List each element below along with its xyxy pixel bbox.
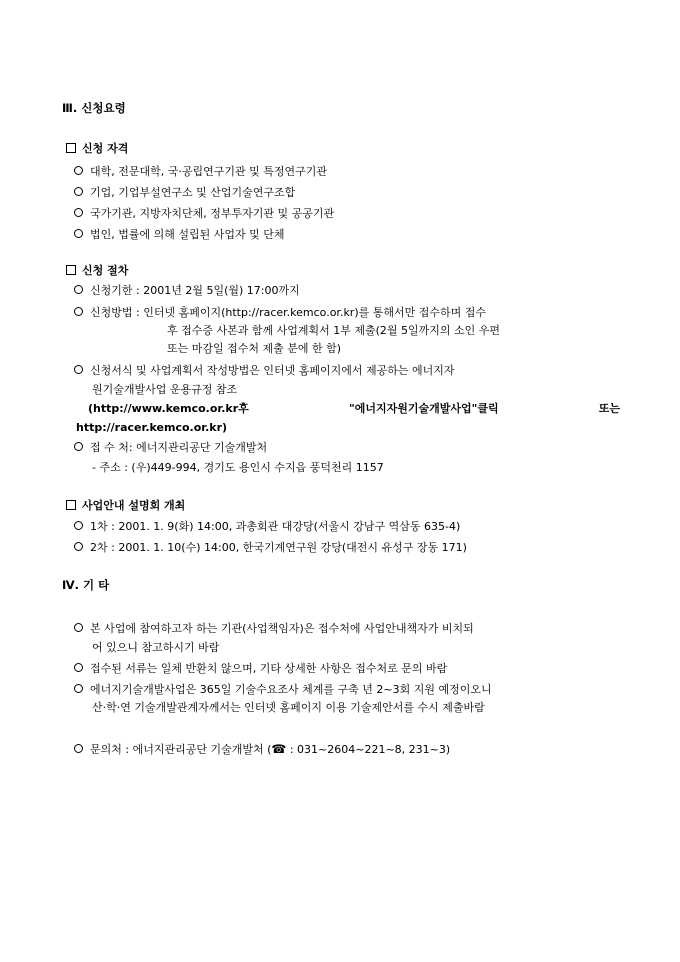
circle-bullet-icon xyxy=(74,744,83,753)
telephone-icon: ☎ xyxy=(271,742,287,756)
procedure-deadline xyxy=(74,284,300,298)
procedure-forms-line1 xyxy=(74,364,455,378)
list-item xyxy=(74,165,327,179)
contact-number: : 031~2604~221~8, 231~3) xyxy=(286,743,451,756)
checkbox-square-icon xyxy=(66,500,76,510)
procedure-method-line3: 또는 마감일 접수처 제출 분에 한 함) xyxy=(167,342,342,355)
list-item xyxy=(74,541,467,555)
checkbox-square-icon xyxy=(66,143,76,153)
circle-bullet-icon xyxy=(74,442,83,451)
list-item xyxy=(74,662,447,676)
list-item xyxy=(74,228,285,242)
procedure-method-line2: 후 접수증 사본과 함께 사업계획서 1부 제출(2월 5일까지의 소인 우편 xyxy=(167,324,501,337)
note-text: 본 사업에 참여하고자 하는 기관(사업책임자)은 접수처에 사업안내책자가 비치되 xyxy=(90,622,474,635)
circle-bullet-icon xyxy=(74,684,83,693)
list-item xyxy=(74,207,334,221)
contact-line xyxy=(74,742,450,757)
contact-label: 문의처 : 에너지관리공단 기술개발처 ( xyxy=(90,743,272,756)
eligibility-heading xyxy=(66,142,128,156)
method-text: 신청방법 : 인터넷 홈페이지(http://racer.kemco.or.kr)를 통해서만 접수하며 접수 xyxy=(90,306,486,319)
procedure-forms-line4: http://racer.kemco.or.kr) xyxy=(76,421,228,434)
procedure-forms-line3 xyxy=(88,402,620,416)
procedure-office xyxy=(74,441,267,455)
section-3-heading: Ⅲ. 신청요령 xyxy=(62,101,126,115)
circle-bullet-icon xyxy=(74,208,83,217)
circle-bullet-icon xyxy=(74,623,83,632)
circle-bullet-icon xyxy=(74,307,83,316)
list-item xyxy=(74,622,474,636)
list-item xyxy=(74,683,492,697)
briefing-item-text: 1차 : 2001. 1. 9(화) 14:00, 과총회관 대강당(서울시 강남구 역삼동 635-4) xyxy=(90,520,461,533)
procedure-method-line1 xyxy=(74,306,486,320)
circle-bullet-icon xyxy=(74,365,83,374)
forms-text: 신청서식 및 사업계획서 작성방법은 인터넷 홈페이지에서 제공하는 에너지자 xyxy=(90,364,455,377)
eligibility-item-text: 대학, 전문대학, 국·공립연구기관 및 특정연구기관 xyxy=(90,165,327,178)
briefing-heading xyxy=(66,499,185,513)
circle-bullet-icon xyxy=(74,285,83,294)
section-4-heading: Ⅳ. 기 타 xyxy=(62,578,110,592)
note-continuation: 산·학·연 기술개발관계자께서는 인터넷 홈페이지 이용 기술제안서를 수시 제출바람 xyxy=(92,701,485,714)
eligibility-item-text: 법인, 법률에 의해 설립된 사업자 및 단체 xyxy=(90,228,285,241)
procedure-forms-line2: 원기술개발사업 운용규정 참조 xyxy=(92,383,238,396)
office-text: 접 수 처: 에너지관리공단 기술개발처 xyxy=(90,441,268,454)
circle-bullet-icon xyxy=(74,663,83,672)
forms-click-text: "에너지자원기술개발사업"클릭 xyxy=(348,402,499,415)
procedure-heading xyxy=(66,264,128,278)
list-item xyxy=(74,520,460,534)
procedure-title: 신청 절차 xyxy=(82,264,129,277)
note-text: 에너지기술개발사업은 365일 기술수요조사 체계를 구축 년 2~3회 지원 예정이오니 xyxy=(90,683,492,696)
circle-bullet-icon xyxy=(74,166,83,175)
note-continuation: 어 있으니 참고하시기 바람 xyxy=(92,641,220,654)
forms-or-text: 또는 xyxy=(598,402,620,415)
circle-bullet-icon xyxy=(74,229,83,238)
eligibility-item-text: 기업, 기업부설연구소 및 산업기술연구조합 xyxy=(90,186,296,199)
note-text: 접수된 서류는 일체 반환치 않으며, 기타 상세한 사항은 접수처로 문의 바람 xyxy=(90,662,448,675)
procedure-address: - 주소 : (우)449-994, 경기도 용인시 수지읍 풍덕천리 1157 xyxy=(92,461,384,474)
circle-bullet-icon xyxy=(74,521,83,530)
eligibility-item-text: 국가기관, 지방자치단체, 정부투자기관 및 공공기관 xyxy=(90,207,335,220)
list-item xyxy=(74,186,295,200)
circle-bullet-icon xyxy=(74,187,83,196)
eligibility-title: 신청 자격 xyxy=(82,142,129,155)
briefing-item-text: 2차 : 2001. 1. 10(수) 14:00, 한국기계연구원 강당(대전시 유성구 장동 171) xyxy=(90,541,467,554)
checkbox-square-icon xyxy=(66,265,76,275)
deadline-text: 신청기한 : 2001년 2월 5일(월) 17:00까지 xyxy=(90,284,300,297)
briefing-title: 사업안내 설명회 개최 xyxy=(82,499,186,512)
forms-url-1: (http://www.kemco.or.kr후 xyxy=(88,402,249,415)
circle-bullet-icon xyxy=(74,542,83,551)
